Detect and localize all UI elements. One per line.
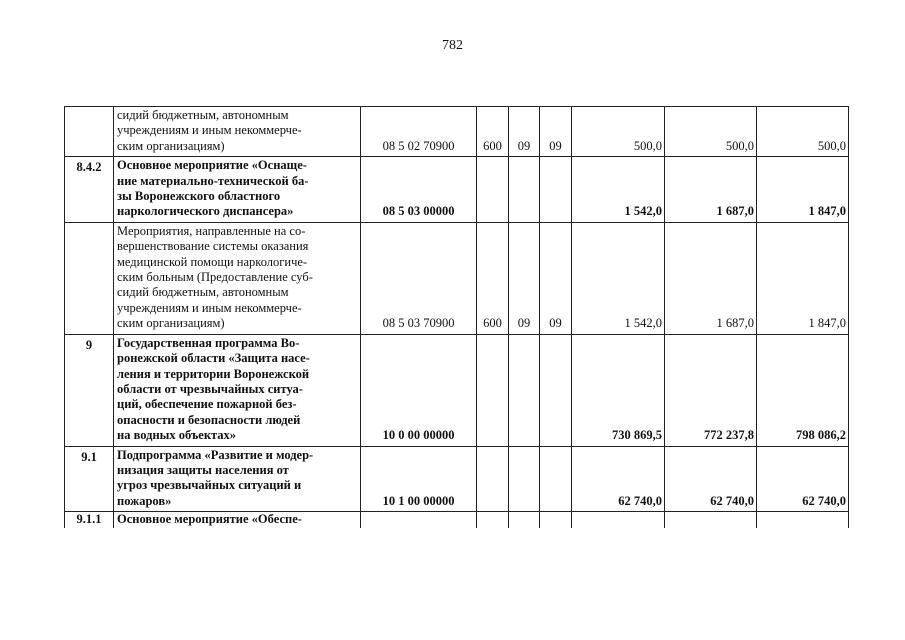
row-section: 09 [509, 107, 540, 157]
description-line: ским больным (Предоставление суб- [117, 270, 313, 285]
table-body [65, 107, 849, 528]
description-line: ронежской области «Защита насе- [117, 351, 310, 366]
row-section [509, 334, 540, 446]
description-line: учреждениям и иным некоммерче- [117, 123, 302, 138]
row-amount-year1: 62 740,0 [572, 446, 665, 512]
description-line: Основное мероприятие «Обеспе- [117, 512, 302, 527]
description-line: наркологического диспансера» [117, 204, 294, 219]
row-amount-year2: 500,0 [665, 107, 757, 157]
table-row [65, 446, 849, 512]
description-line: ским организациям) [117, 138, 225, 153]
description-line: ления и территории Воронежской [117, 366, 310, 381]
row-description [114, 512, 361, 528]
description-line: учреждениям и иным некоммерче- [117, 300, 302, 315]
row-subsection [540, 157, 572, 223]
row-section [509, 446, 540, 512]
description-line: низация защиты населения от [117, 462, 289, 477]
row-amount-year1 [572, 512, 665, 528]
row-description [114, 334, 361, 446]
row-number: 9.1.1 [65, 512, 114, 528]
row-subsection [540, 512, 572, 528]
description-line: Основное мероприятие «Оснаще- [117, 158, 307, 173]
row-subsection: 09 [540, 222, 572, 334]
row-section [509, 157, 540, 223]
page-number: 782 [442, 38, 463, 53]
row-number [65, 222, 114, 334]
row-subsection [540, 334, 572, 446]
row-amount-year2 [665, 512, 757, 528]
description-line: опасности и безопасности людей [117, 412, 301, 427]
description-line: зы Воронежского областного [117, 189, 281, 204]
row-amount-year1: 500,0 [572, 107, 665, 157]
table-row [65, 334, 849, 446]
table-row [65, 157, 849, 223]
row-subsection [540, 446, 572, 512]
row-amount-year3 [757, 512, 849, 528]
row-amount-year2: 1 687,0 [665, 157, 757, 223]
description-line: медицинской помощи наркологиче- [117, 254, 308, 269]
row-section: 09 [509, 222, 540, 334]
table-row [65, 107, 849, 157]
row-amount-year3: 1 847,0 [757, 157, 849, 223]
row-code: 10 0 00 00000 [361, 334, 477, 446]
row-amount-year3: 62 740,0 [757, 446, 849, 512]
row-amount-year3: 798 086,2 [757, 334, 849, 446]
budget-table [64, 106, 849, 528]
row-code [361, 512, 477, 528]
row-expense-type: 600 [477, 222, 509, 334]
row-amount-year2: 772 237,8 [665, 334, 757, 446]
row-amount-year1: 730 869,5 [572, 334, 665, 446]
description-line: угроз чрезвычайных ситуаций и [117, 478, 302, 493]
row-section [509, 512, 540, 528]
row-amount-year3: 1 847,0 [757, 222, 849, 334]
row-expense-type [477, 334, 509, 446]
description-line: ским организациям) [117, 316, 225, 331]
row-number: 9 [65, 334, 114, 446]
row-expense-type [477, 446, 509, 512]
table-row [65, 222, 849, 334]
row-amount-year2: 62 740,0 [665, 446, 757, 512]
row-amount-year2: 1 687,0 [665, 222, 757, 334]
row-amount-year1: 1 542,0 [572, 222, 665, 334]
description-line: Подпрограмма «Развитие и модер- [117, 447, 314, 462]
row-number: 8.4.2 [65, 157, 114, 223]
description-line: Мероприятия, направленные на со- [117, 223, 306, 238]
row-code: 08 5 02 70900 [361, 107, 477, 157]
description-line: ций, обеспечение пожарной без- [117, 397, 297, 412]
row-description [114, 222, 361, 334]
row-expense-type [477, 157, 509, 223]
row-code: 08 5 03 70900 [361, 222, 477, 334]
row-description [114, 157, 361, 223]
description-line: на водных объектах» [117, 428, 237, 443]
description-line: вершенствование системы оказания [117, 239, 309, 254]
row-number [65, 107, 114, 157]
row-code: 10 1 00 00000 [361, 446, 477, 512]
description-line: пожаров» [117, 493, 172, 508]
description-line: ние материально-технической ба- [117, 173, 309, 188]
description-line: области от чрезвычайных ситуа- [117, 381, 303, 396]
table-row [65, 512, 849, 528]
row-amount-year1: 1 542,0 [572, 157, 665, 223]
row-expense-type [477, 512, 509, 528]
row-expense-type: 600 [477, 107, 509, 157]
row-subsection: 09 [540, 107, 572, 157]
row-description [114, 446, 361, 512]
row-code: 08 5 03 00000 [361, 157, 477, 223]
description-line: сидий бюджетным, автономным [117, 108, 289, 122]
row-description [114, 107, 361, 157]
row-number: 9.1 [65, 446, 114, 512]
row-amount-year3: 500,0 [757, 107, 849, 157]
description-line: Государственная программа Во- [117, 335, 300, 350]
description-line: сидий бюджетным, автономным [117, 285, 289, 300]
